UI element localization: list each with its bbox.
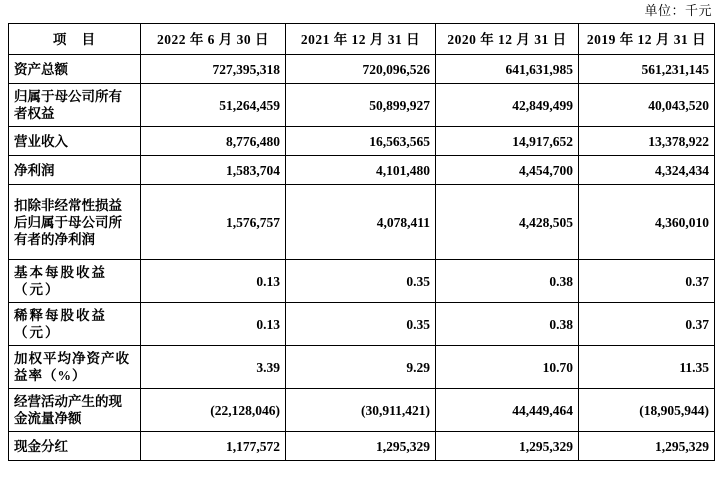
table-header-row	[9, 24, 715, 55]
row-value: 10.70	[436, 346, 579, 389]
table-row	[9, 432, 715, 461]
row-value: 720,096,526	[286, 55, 436, 84]
row-value: (18,905,944)	[579, 389, 715, 432]
table-row	[9, 127, 715, 156]
row-value: 4,360,010	[579, 185, 715, 260]
row-value: 16,563,565	[286, 127, 436, 156]
row-value: (30,911,421)	[286, 389, 436, 432]
row-label: 加权平均净资产收益率（%）	[9, 346, 141, 389]
row-value: 0.35	[286, 260, 436, 303]
row-value: 3.39	[141, 346, 286, 389]
row-value: 641,631,985	[436, 55, 579, 84]
row-label: 资产总额	[9, 55, 141, 84]
row-value: 1,583,704	[141, 156, 286, 185]
row-value: 727,395,318	[141, 55, 286, 84]
table-row	[9, 389, 715, 432]
row-value: 4,101,480	[286, 156, 436, 185]
row-value: 1,177,572	[141, 432, 286, 461]
row-value: 1,295,329	[436, 432, 579, 461]
row-label: 稀释每股收益（元）	[9, 303, 141, 346]
row-value: 13,378,922	[579, 127, 715, 156]
table-row	[9, 185, 715, 260]
row-value: 0.37	[579, 260, 715, 303]
column-header-2020: 2020 年 12 月 31 日	[436, 24, 579, 55]
row-value: 0.37	[579, 303, 715, 346]
row-value: 0.35	[286, 303, 436, 346]
row-value: 1,295,329	[579, 432, 715, 461]
column-header-2019: 2019 年 12 月 31 日	[579, 24, 715, 55]
row-value: 561,231,145	[579, 55, 715, 84]
financial-summary-table	[8, 23, 715, 461]
table-row	[9, 346, 715, 389]
column-header-2021: 2021 年 12 月 31 日	[286, 24, 436, 55]
row-value: 4,428,505	[436, 185, 579, 260]
row-value: 50,899,927	[286, 84, 436, 127]
column-header-2022: 2022 年 6 月 30 日	[141, 24, 286, 55]
row-label: 现金分红	[9, 432, 141, 461]
row-label: 基本每股收益（元）	[9, 260, 141, 303]
table-row	[9, 260, 715, 303]
row-label: 扣除非经常性损益后归属于母公司所有者的净利润	[9, 185, 141, 260]
table-row	[9, 156, 715, 185]
row-value: 11.35	[579, 346, 715, 389]
unit-note: 单位：千元	[644, 3, 712, 18]
row-label: 营业收入	[9, 127, 141, 156]
row-value: 1,295,329	[286, 432, 436, 461]
row-value: 1,576,757	[141, 185, 286, 260]
row-label: 经营活动产生的现金流量净额	[9, 389, 141, 432]
row-value: 44,449,464	[436, 389, 579, 432]
row-value: 4,454,700	[436, 156, 579, 185]
row-value: 0.38	[436, 303, 579, 346]
table-row	[9, 55, 715, 84]
row-value: 0.13	[141, 303, 286, 346]
row-value: 0.38	[436, 260, 579, 303]
row-value: 9.29	[286, 346, 436, 389]
row-value: 0.13	[141, 260, 286, 303]
table-body	[9, 55, 715, 461]
row-value: 4,324,434	[579, 156, 715, 185]
row-value: 4,078,411	[286, 185, 436, 260]
row-label: 净利润	[9, 156, 141, 185]
row-value: 40,043,520	[579, 84, 715, 127]
table-row	[9, 84, 715, 127]
column-header-item: 项 目	[9, 24, 141, 55]
row-label: 归属于母公司所有者权益	[9, 84, 141, 127]
row-value: 8,776,480	[141, 127, 286, 156]
row-value: 42,849,499	[436, 84, 579, 127]
row-value: (22,128,046)	[141, 389, 286, 432]
table-header	[9, 24, 715, 55]
table-row	[9, 303, 715, 346]
row-value: 51,264,459	[141, 84, 286, 127]
row-value: 14,917,652	[436, 127, 579, 156]
